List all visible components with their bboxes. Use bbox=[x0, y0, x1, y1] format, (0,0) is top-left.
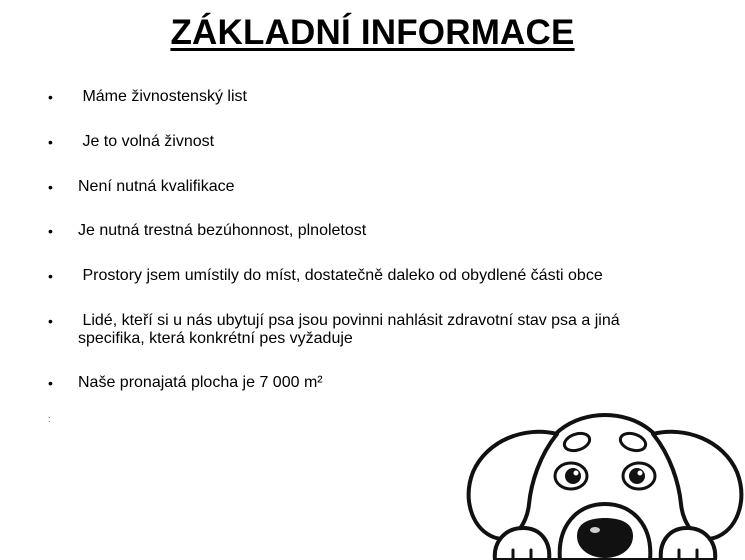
bullet-text: Lidé, kteří si u nás ubytují psa jsou povinni nahlásit zdravotní stav psa a jiná specifika, která konkrétní pes vyžaduje bbox=[78, 312, 625, 347]
bullet-dot: • bbox=[48, 313, 53, 329]
bullet-dot: • bbox=[48, 89, 53, 105]
bullet-text: Není nutná kvalifikace bbox=[78, 178, 235, 195]
bullet-text: Je to volná živnost bbox=[78, 133, 215, 150]
bullet-text: Je nutná trestná bezúhonnost, plnoletost bbox=[78, 222, 367, 239]
bullet-text: Prostory jsem umístily do míst, dostatečně daleko od obydlené části obce bbox=[78, 267, 603, 284]
bullet-dot: • bbox=[48, 375, 53, 391]
bullet-dot: • bbox=[48, 179, 53, 195]
bullet-dot: • bbox=[48, 268, 53, 284]
bullet-text: Máme živnostenský list bbox=[78, 88, 247, 105]
stray-mark: : bbox=[48, 414, 51, 424]
bullet-text: Naše pronajatá plocha je 7 000 m² bbox=[78, 374, 323, 391]
dog-illustration bbox=[465, 400, 745, 560]
bullet-dot: • bbox=[48, 223, 53, 239]
slide-title: ZÁKLADNÍ INFORMACE bbox=[170, 13, 575, 52]
bullet-dot: • bbox=[48, 134, 53, 150]
